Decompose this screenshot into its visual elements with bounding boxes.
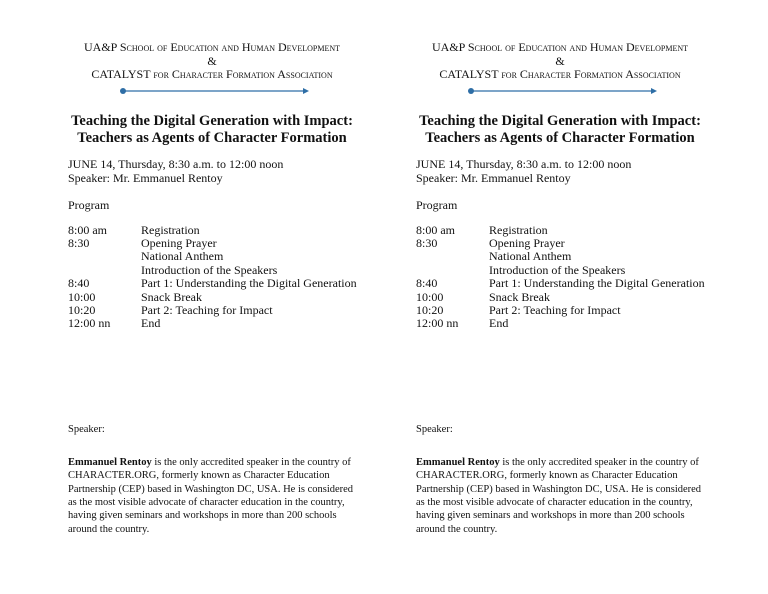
event-speaker: Speaker: Mr. Emmanuel Rentoy: [416, 170, 571, 185]
schedule-item: Part 1: Understanding the Digital Generation: [141, 276, 357, 291]
program-schedule: [62, 224, 362, 331]
schedule-time: 12:00 nn: [68, 316, 111, 331]
schedule-row: [68, 237, 362, 250]
organizer-line-1: UA&P School of Education and Human Development: [83, 40, 340, 54]
schedule-row: [68, 304, 362, 317]
schedule-time: 8:40: [68, 276, 90, 291]
flyer-column-left: [62, 41, 362, 536]
schedule-item: Introduction of the Speakers: [489, 262, 626, 277]
schedule-item: National Anthem: [141, 249, 224, 264]
schedule-time: [416, 264, 489, 277]
event-date: JUNE 14, Thursday, 8:30 a.m. to 12:00 noon: [416, 156, 632, 171]
organizer-ampersand: &: [207, 53, 217, 68]
catalyst-rest: for Character Formation Association: [153, 67, 333, 81]
schedule-time: 10:00: [68, 289, 96, 304]
schedule-item: Part 1: Understanding the Digital Generation: [489, 276, 705, 291]
catalyst-name: CATALYST: [439, 67, 499, 81]
program-label: Program: [416, 197, 458, 212]
schedule-row: [416, 317, 710, 330]
title-line-2: Teachers as Agents of Character Formation: [425, 130, 695, 146]
schedule-time: 8:00 am: [68, 222, 107, 237]
title-line-1: Teaching the Digital Generation with Impact:: [71, 112, 353, 129]
schedule-row: [68, 224, 362, 237]
schedule-item: Registration: [141, 222, 200, 237]
schedule-time: [416, 250, 489, 263]
schedule-item: Registration: [489, 222, 548, 237]
schedule-row: [416, 291, 710, 304]
schedule-time: 8:30: [68, 235, 90, 250]
schedule-row: [68, 250, 362, 263]
schedule-item: Snack Break: [141, 289, 202, 304]
schedule-time: 10:00: [416, 289, 444, 304]
program-label: Program: [68, 197, 110, 212]
event-title: [62, 113, 362, 148]
schedule-item: Introduction of the Speakers: [141, 262, 278, 277]
title-line-1: Teaching the Digital Generation with Impact:: [419, 112, 701, 129]
schedule-time: 8:00 am: [416, 222, 455, 237]
schedule-row: [416, 250, 710, 263]
schedule-time: 10:20: [416, 302, 444, 317]
schedule-time: 8:40: [416, 276, 438, 291]
schedule-time: 12:00 nn: [416, 316, 459, 331]
organizers-header: [410, 41, 710, 82]
organizer-ampersand: &: [555, 53, 565, 68]
schedule-time: [68, 250, 141, 263]
speaker-bio-text: is the only accredited speaker in the country of CHARACTER.ORG, formerly known as Character Education Partnership (CEP) based in Washington DC, USA. He is considered as the most visible advocate of character education in the country, having given seminars and workshops in more than 200 schools around the country.: [68, 456, 354, 535]
schedule-item: Opening Prayer: [141, 235, 217, 250]
speaker-bio-text: is the only accredited speaker in the country of CHARACTER.ORG, formerly known as Character Education Partnership (CEP) based in Washington DC, USA. He is considered as the most visible advocate of character education in the country, having given seminars and workshops in more than 200 schools around the country.: [416, 456, 702, 535]
event-speaker: Speaker: Mr. Emmanuel Rentoy: [68, 170, 223, 185]
flyer-column-right: [410, 41, 710, 536]
catalyst-rest: for Character Formation Association: [501, 67, 681, 81]
organizers-header: [62, 41, 362, 82]
schedule-item: Snack Break: [489, 289, 550, 304]
decorative-arrow-icon: [467, 86, 657, 96]
speaker-name: Emmanuel Rentoy: [416, 456, 500, 468]
speaker-name: Emmanuel Rentoy: [68, 456, 152, 468]
schedule-item: National Anthem: [489, 249, 572, 264]
schedule-row: [416, 224, 710, 237]
schedule-item: End: [489, 316, 509, 331]
schedule-item: Opening Prayer: [489, 235, 565, 250]
speaker-bio: [410, 456, 710, 536]
decorative-arrow-icon: [119, 86, 309, 96]
schedule-item: Part 2: Teaching for Impact: [489, 302, 621, 317]
schedule-time: 8:30: [416, 235, 438, 250]
schedule-item: Part 2: Teaching for Impact: [141, 302, 273, 317]
event-date: JUNE 14, Thursday, 8:30 a.m. to 12:00 noon: [68, 156, 284, 171]
schedule-item: End: [141, 316, 161, 331]
schedule-row: [68, 291, 362, 304]
schedule-row: [416, 277, 710, 290]
schedule-row: [68, 264, 362, 277]
organizer-line-3: [62, 68, 362, 82]
schedule-row: [416, 237, 710, 250]
schedule-row: [416, 304, 710, 317]
event-title: [410, 113, 710, 148]
schedule-row: [68, 317, 362, 330]
title-line-2: Teachers as Agents of Character Formation: [77, 130, 347, 146]
program-schedule: [410, 224, 710, 331]
schedule-row: [68, 277, 362, 290]
schedule-time: [68, 264, 141, 277]
organizer-line-1: UA&P School of Education and Human Development: [431, 40, 688, 54]
schedule-time: 10:20: [68, 302, 96, 317]
speaker-bio: [62, 456, 362, 536]
event-details: [62, 157, 362, 185]
speaker-label: Speaker:: [416, 423, 453, 435]
event-details: [410, 157, 710, 185]
catalyst-name: CATALYST: [91, 67, 151, 81]
organizer-line-3: [410, 68, 710, 82]
speaker-label: Speaker:: [68, 423, 105, 435]
schedule-row: [416, 264, 710, 277]
